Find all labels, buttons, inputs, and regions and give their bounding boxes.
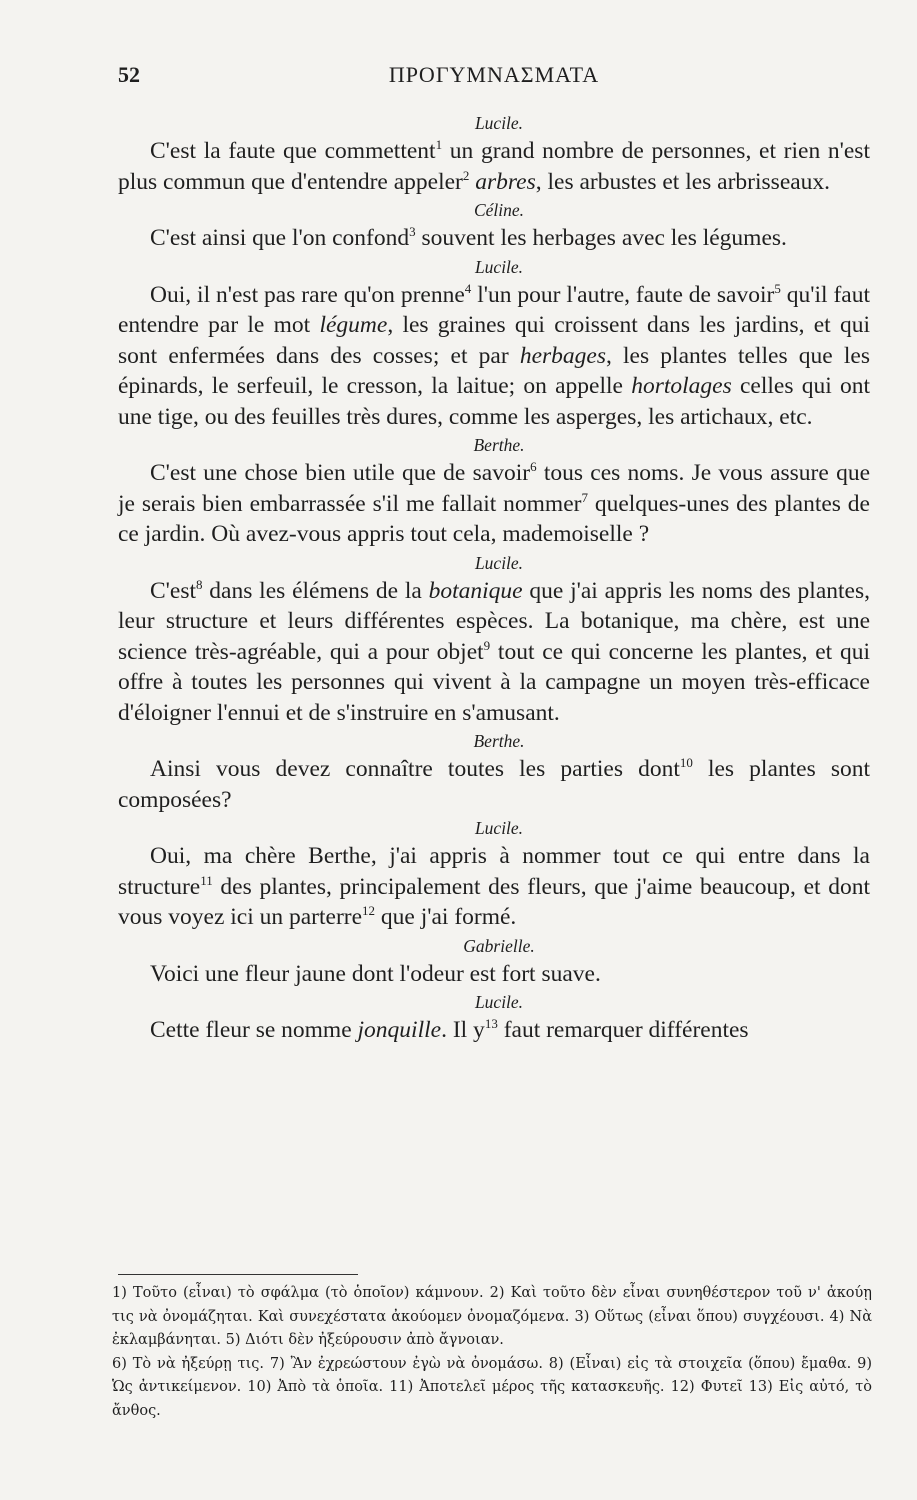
text-run: C'est: [150, 577, 197, 604]
text-run: dans les élémens de la: [202, 577, 429, 604]
text-run: C'est une chose bien utile que de savoir: [150, 460, 531, 486]
speaker-name: Gabrielle.: [463, 935, 535, 956]
dialogue-paragraph: [118, 959, 870, 990]
footnote-ref: 5: [774, 280, 781, 296]
footnote-ref: 3: [409, 224, 416, 240]
speaker-name: Lucile.: [474, 256, 524, 277]
text-run: faut remarquer différentes: [497, 1017, 749, 1043]
text-run: tous ces noms. Je vous assure que je serais bien embarrassée s'il me fallait nommer: [118, 460, 871, 517]
footnote-ref: 1: [435, 137, 443, 153]
page-header: [118, 62, 870, 96]
footnotes: [112, 1282, 872, 1423]
text-run: les plantes sont composées?: [118, 756, 871, 813]
dialogue-paragraph: [118, 1015, 870, 1046]
text-run: que j'ai appris les noms des plantes, leur structure et leurs différentes espèces. La botanique, ma chère, est une science très-agréable, qui a pour objet: [118, 577, 870, 665]
text-run: , les plantes telles que les épinards, le serfeuil, le cresson, la laitue; on appelle: [118, 342, 870, 399]
text-run: qu'il faut entendre par le mot: [118, 281, 870, 338]
italic-term: herbages: [519, 342, 606, 369]
text-run: , les graines qui croissent dans les jardins, et qui sont enfermées dans des cosses; et par: [118, 312, 870, 369]
speaker-name: Céline.: [473, 200, 525, 220]
text-run: l'un pour l'autre, faute de savoir: [471, 281, 775, 308]
footnote-ref: 7: [581, 489, 588, 505]
footnote-ref: 4: [464, 280, 472, 296]
footnote-ref: 11: [200, 872, 213, 888]
text-run: souvent les herbages avec les légumes.: [415, 225, 787, 251]
text-run: Cette fleur se nomme: [150, 1017, 358, 1043]
text-run: , les arbustes et les arbrisseaux.: [535, 168, 831, 195]
footnote-ref: 6: [530, 459, 537, 475]
speaker-name: Lucile.: [474, 992, 524, 1012]
text-run: des plantes, principalement des fleurs, que j'aime beaucoup, et dont vous voyez ici un parterre: [118, 873, 870, 930]
footnote-rule: [118, 1274, 358, 1275]
italic-term: botanique: [428, 577, 523, 604]
text-run: Oui, ma chère Berthe, j'ai appris à nommer tout ce qui entre dans la structure: [118, 843, 870, 900]
footnote-ref: 2: [462, 167, 470, 183]
text-run: C'est ainsi que l'on confond: [150, 225, 410, 251]
italic-term: arbres: [475, 168, 536, 195]
footnote-block: 1) Τοῦτο (εἶναι) τὸ σφάλμα (τὸ ὁποῖον) κάμνουν. 2) Καὶ τοῦτο δὲν εἶναι συνηθέστερον τοῦ ν' ἀκούῃ τις νὰ ὀνομάζηται. Καὶ συνεχέστατα ἀκούομεν ὀνομαζόμενα. 3) Οὕτως (εἶναι ὅπου) συγχέουσι. 4) Νὰ ἐκλαμβάνηται. 5) Διότι δὲν ἠξεύρουσιν ἀπὸ ἄγνοιαν.: [112, 1285, 872, 1348]
italic-term: légume: [319, 312, 388, 338]
text-run: celles qui ont une tige, ou des feuilles très dures, comme les asperges, les artichaux, etc.: [118, 373, 870, 430]
italic-term: jonquille: [357, 1017, 442, 1043]
footnote-ref: 8: [196, 576, 203, 592]
speaker-name: Berthe.: [473, 435, 525, 455]
text-run: Oui, il n'est pas rare qu'on prenne: [150, 281, 465, 308]
text-run: que j'ai formé.: [375, 904, 517, 930]
footnote-ref: 9: [483, 637, 491, 653]
dialogue-text: [118, 110, 870, 1046]
text-run: . Il y: [441, 1017, 485, 1043]
dialogue-paragraph: [118, 754, 870, 815]
dialogue-paragraph: [118, 458, 870, 550]
footnote-ref: 12: [362, 903, 376, 919]
text-run: tout ce qui concerne les plantes, et qui offre à toutes les personnes qui vivent à la campagne un moyen très-efficace d'éloigner l'ennui et de s'instruire en s'amusant.: [118, 638, 870, 726]
footnote-ref: 10: [679, 755, 693, 771]
text-run: quelques-unes des plantes de ce jardin. Où avez-vous appris tout cela, mademoiselle ?: [118, 490, 870, 547]
text-run: Voici une fleur jaune dont l'odeur est fort suave.: [150, 960, 601, 987]
page-number: 52: [118, 62, 140, 87]
text-run: Ainsi vous devez connaître toutes les parties dont: [150, 756, 680, 782]
speaker-name: Lucile.: [474, 552, 524, 573]
dialogue-paragraph: [118, 841, 870, 933]
speaker-name: Berthe.: [473, 731, 525, 751]
footnote-block: 6) Τὸ νὰ ἠξεύρῃ τις. 7) Ἂν ἐχρεώστουν ἐγὼ νὰ ὀνομάσω. 8) (Εἶναι) εἰς τὰ στοιχεῖα (ὅπου) ἔμαθα. 9) Ὡς ἀντικείμενον. 10) Ἀπὸ τὰ ὁποῖα. 11) Ἀποτελεῖ μέρος τῆς κατασκευῆς. 12) Φυτεῖ 13) Εἰς αὐτό, τὸ ἄνθος.: [112, 1355, 872, 1419]
speaker-name: Lucile.: [474, 113, 524, 133]
dialogue-paragraph: [118, 280, 870, 433]
running-title: ΠΡΟΓΥΜΝΑΣΜΑΤΑ: [388, 62, 600, 87]
dialogue-paragraph: [118, 136, 870, 197]
footnote-ref: 13: [484, 1016, 498, 1032]
dialogue-paragraph: [118, 223, 870, 254]
text-run: C'est la faute que commettent: [150, 138, 436, 164]
dialogue-paragraph: [118, 576, 870, 729]
speaker-name: Lucile.: [474, 818, 524, 838]
italic-term: hortolages: [631, 373, 732, 399]
text-run: un grand nombre de personnes, et rien n'est plus commun que d'entendre appeler: [118, 138, 870, 195]
